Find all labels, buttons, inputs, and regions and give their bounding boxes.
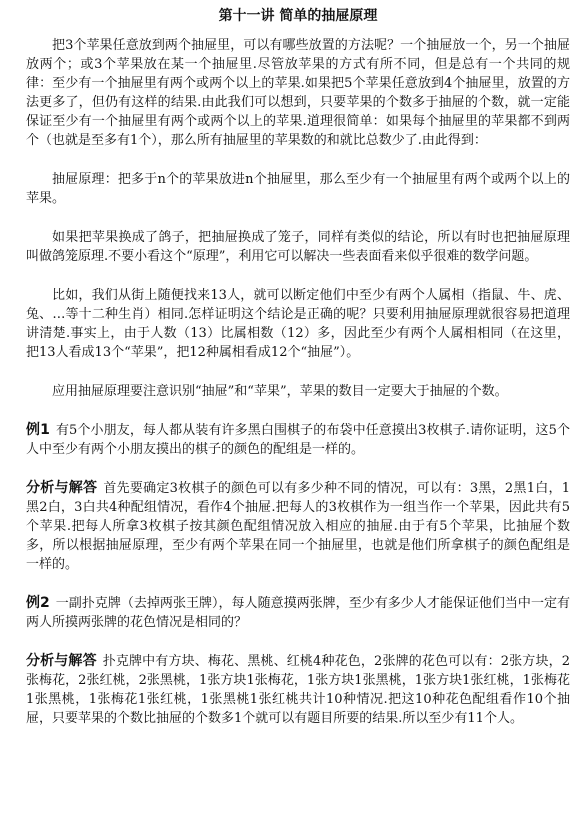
example-1-label: 例1 — [26, 422, 50, 438]
answer-1 — [26, 479, 570, 574]
answer-2-label: 分析与解答 — [26, 653, 97, 669]
example-1 — [26, 421, 570, 459]
answer-1-text: 首先要确定3枚棋子的颜色可以有多少种不同的情况，可以有：3黑，2黑1白，1黑2白，3白共4种配组情况，看作4个抽屉.把每人的3枚棋作为一组当作一个苹果，因此共有5个苹果.把每人所拿3枚棋子按其颜色配组情况放入相应的抽屉.由于有5个苹果，比抽屉个数多，所以根据抽屉原理，至少有两个苹果在同一个抽屉里，也就是他们所拿棋子的颜色配组是一样的。 — [26, 481, 571, 572]
example-2-text: 一副扑克牌（去掉两张王牌），每人随意摸两张牌，至少有多少人才能保证他们当中一定有两人所摸两张牌的花色情况是相同的？ — [26, 596, 570, 630]
principle-statement: 抽屉原理：把多于n个的苹果放进n个抽屉里，那么至少有一个抽屉里有两个或两个以上的苹果。 — [26, 172, 570, 206]
example-2 — [26, 594, 570, 632]
example-2-label: 例2 — [26, 595, 50, 611]
intro-paragraph: 把3个苹果任意放到两个抽屉里，可以有哪些放置的方法呢？一个抽屉放一个，另一个抽屉放两个；或3个苹果放在某一个抽屉里.尽管放苹果的方式有所不同，但是总有一个共同的规律：至少有一个抽屉里有两个或两个以上的苹果.如果把5个苹果任意放到4个抽屉里，放置的方法更多了，但仍有这样的结果.由此我们可以想到，只要苹果的个数多于抽屉的个数，就一定能保证至少有一个抽屉里有两个或两个以上的苹果.道理很简单：如果每个抽屉里的苹果都不到两个（也就是至多有1个），那么所有抽屉里的苹果数的和就比总数少了.由此得到： — [26, 38, 570, 148]
answer-2-text: 扑克牌中有方块、梅花、黑桃、红桃4种花色，2张牌的花色可以有：2张方块，2张梅花，2张红桃，2张黑桃，1张方块1张梅花，1张方块1张黑桃，1张方块1张红桃，1张梅花1张黑桃，1张梅花1张红桃，1张黑桃1张红桃共计10种情况.把这10种花色配组看作10个抽屉，只要苹果的个数比抽屉的个数多1个就可以有题目所要的结果.所以至少有11个人。 — [26, 654, 571, 726]
lecture-title: 第十一讲 简单的抽屉原理 — [218, 8, 378, 24]
answer-1-label: 分析与解答 — [26, 480, 98, 496]
application-note-paragraph: 应用抽屉原理要注意识别“抽屉”和“苹果”，苹果的数目一定要大于抽屉的个数。 — [52, 384, 508, 399]
answer-2 — [26, 652, 570, 728]
zodiac-example-paragraph: 比如，我们从街上随便找来13人，就可以断定他们中至少有两个人属相（指鼠、牛、虎、兔、…等十二种生肖）相同.怎样证明这个结论是正确的呢？只要利用抽屉原理就很容易把道理讲清楚.事实上，由于人数（13）比属相数（12）多，因此至少有两个人属相相同（在这里，把13人看成13个“苹果”，把12种属相看成12个“抽屉”）。 — [26, 288, 570, 360]
example-1-text: 有5个小朋友，每人都从装有许多黑白围棋子的布袋中任意摸出3枚棋子.请你证明，这5个人中至少有两个小朋友摸出的棋子的颜色的配组是一样的。 — [26, 423, 570, 457]
pigeonhole-paragraph: 如果把苹果换成了鸽子，把抽屉换成了笼子，同样有类似的结论，所以有时也把抽屉原理叫做鸽笼原理.不要小看这个“原理”，利用它可以解决一些表面看来似乎很难的数学问题。 — [26, 230, 570, 264]
